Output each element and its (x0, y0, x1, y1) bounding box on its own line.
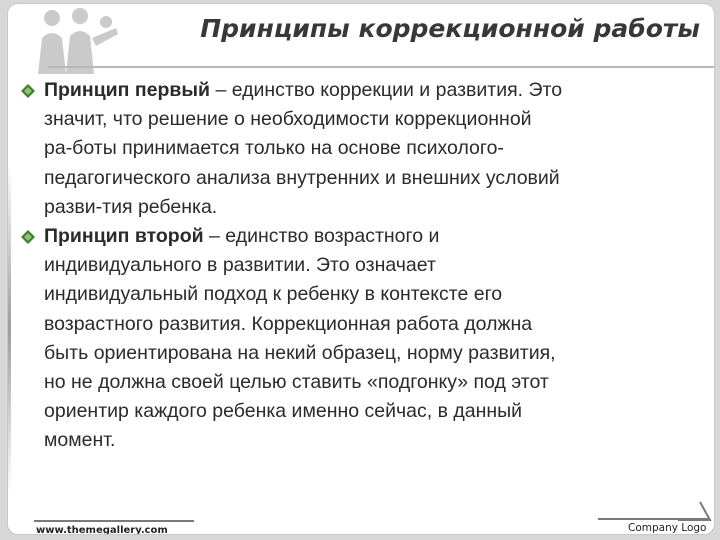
bullet-1-line-4: педагогического анализа внутренних и внешних условий (44, 166, 560, 189)
bullet-2-line-5: быть ориентирована на некий образец, норму развития, (44, 341, 556, 364)
bullet-1-line-5: разви-тия ребенка. (44, 195, 218, 218)
bullet-2-line-4: возрастного развития. Коррекционная работа должна (44, 312, 533, 335)
bullet-1-line-3: ра-боты принимается только на основе психолого- (44, 137, 504, 160)
footer-divider-left (34, 520, 194, 522)
left-accent-bar (8, 164, 11, 494)
company-logo: Company Logo (628, 522, 707, 534)
content-area (18, 76, 698, 456)
bullet-2-line-2: индивидуального в развитии. Это означает (44, 254, 436, 277)
slide-title: Принципы коррекционной работы (200, 14, 700, 43)
footer-url[interactable]: www.themegallery.com (36, 525, 168, 534)
diamond-bullet-icon (21, 84, 35, 98)
bullet-1-lead: Принцип первый (44, 79, 211, 101)
diamond-bullet-icon (21, 230, 35, 244)
bullet-2-line-1 (44, 222, 698, 251)
bullet-1-text: – единство коррекции и развития. Это (210, 79, 563, 101)
bullet-item-1 (18, 76, 698, 222)
corner-arrow-icon (676, 498, 712, 522)
bullet-2-text: – единство возрастного и (203, 225, 440, 248)
bullet-2-lead: Принцип второй (44, 225, 204, 248)
bullet-1-line-2: значит, что решение о необходимости коррекционной (44, 108, 532, 131)
bullet-2-line-7: ориентир каждого ребенка именно сейчас, в данный (44, 400, 523, 423)
bullet-item-2 (18, 222, 698, 456)
slide (8, 4, 714, 534)
bullet-2-line-8: момент. (44, 429, 116, 452)
bullet-1-line-1 (44, 76, 698, 105)
bullet-2-line-3: индивидуальный подход к ребенку в контексте его (44, 283, 503, 306)
bullet-2-line-6: но не должна своей целью ставить «подгонку» под этот (44, 371, 549, 394)
header-divider (48, 66, 714, 68)
